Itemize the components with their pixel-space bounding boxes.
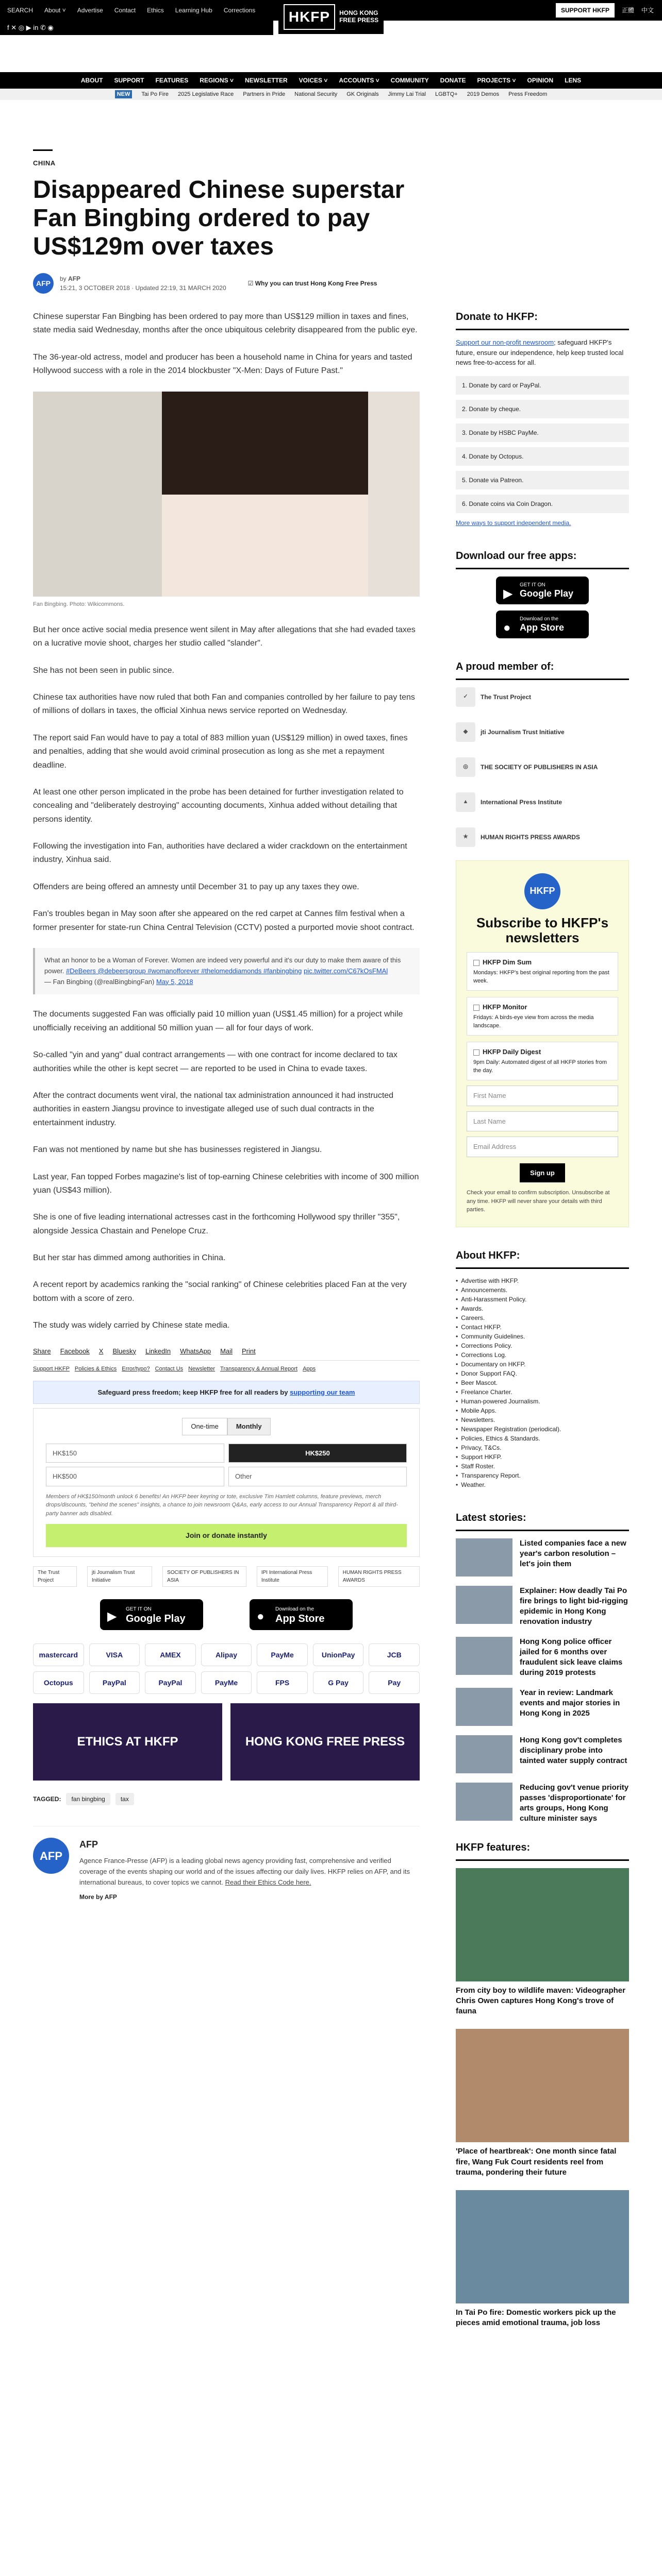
payment-badge[interactable]: PayMe — [201, 1671, 252, 1694]
paragraph: Chinese tax authorities have now ruled that both Fan and companies controlled by her failure to pay tens of millions of dollars in taxes, the official Xinhua news service reported on Wednesday. — [33, 692, 415, 716]
author-box-bio — [79, 1856, 420, 1888]
about-link[interactable]: • Corrections Log. — [456, 1350, 629, 1360]
payment-badge[interactable]: FPS — [257, 1671, 308, 1694]
trust-logos — [33, 1566, 420, 1587]
story-thumbnail[interactable] — [456, 1688, 512, 1726]
donate-option[interactable]: 2. Donate by cheque. — [456, 400, 629, 418]
payment-badge[interactable]: mastercard — [33, 1643, 84, 1666]
paragraph: Last year, Fan topped Forbes magazine's list of top-earning Chinese celebrities with income of 300 million yuan (US$43 million). — [33, 1172, 419, 1195]
nav-accounts[interactable]: ACCOUNTS ˅ — [339, 77, 379, 84]
meta-links — [33, 1365, 420, 1374]
nav-regions[interactable]: REGIONS ˅ — [200, 77, 234, 84]
meta-policies[interactable]: Policies & Ethics — [74, 1366, 117, 1372]
site-logo[interactable] — [278, 0, 384, 34]
apps-heading: Download our free apps: — [456, 548, 629, 569]
feature-title[interactable]: 'Place of heartbreak': One month since fatal fire, Wang Fuk Court residents reel from trauma, pondering their future — [456, 2147, 617, 2177]
publish-date: 15:21, 3 OCTOBER 2018 — [60, 284, 130, 292]
newsletter-option[interactable] — [467, 1042, 618, 1080]
about-link[interactable]: • Announcements. — [456, 1285, 629, 1295]
about-link[interactable]: • Mobile Apps. — [456, 1406, 629, 1415]
trust-logo[interactable]: SOCIETY OF PUBLISHERS IN ASIA — [162, 1566, 246, 1587]
nl-option-desc: Fridays: A birds-eye view from across the media landscape. — [473, 1014, 594, 1029]
share-bluesky[interactable]: Bluesky — [112, 1347, 136, 1355]
tweet-pic-link[interactable]: pic.twitter.com/C67kOsFMAl — [303, 967, 388, 975]
share-facebook[interactable]: Facebook — [60, 1347, 90, 1355]
play-icon: ▶ — [503, 586, 513, 601]
why-trust-link[interactable]: ☑ Why you can trust Hong Kong Free Press — [247, 280, 377, 287]
toggle-one-time[interactable]: One-time — [182, 1418, 227, 1435]
feature-item[interactable] — [456, 2029, 629, 2178]
payment-badge[interactable]: PayPal — [89, 1671, 140, 1694]
story-title[interactable]: Listed companies face a new year's carbon resolution – let's join them — [520, 1538, 626, 1569]
join-donate-button[interactable]: Join or donate instantly — [46, 1524, 407, 1547]
author-box-name[interactable]: AFP — [79, 1839, 98, 1850]
trust-logo[interactable]: The Trust Project — [33, 1566, 77, 1587]
promo-banners — [33, 1703, 420, 1781]
share-whatsapp[interactable]: WhatsApp — [180, 1347, 211, 1355]
about-links — [456, 1276, 629, 1489]
contact-link[interactable]: Contact — [114, 7, 136, 14]
author-bio-text: Agence France-Presse (AFP) is a leading global news agency providing fast, comprehensive and verified coverage of the events shaping our world and of the issues affecting our daily lives. HKFP relies on AFP, and its international bureaus, to cover topics we cannot. — [79, 1857, 410, 1886]
safeguard-banner — [33, 1381, 420, 1404]
donate-intro — [456, 337, 629, 368]
topic-link[interactable]: National Security — [294, 91, 338, 97]
paragraph: Chinese superstar Fan Bingbing has been ordered to pay more than US$129 million in taxes and fines, state media said Wednesday, months after the once ubiquitous celebrity disappeared from the public eye. — [33, 312, 418, 335]
member-name: International Press Institute — [481, 798, 562, 806]
payment-badge[interactable]: PayPal — [145, 1671, 196, 1694]
paragraph: So-called "yin and yang" dual contract arrangements — with one contract for income declared to tax authorities while the other is kept secret — are reported to be used in China to evade taxes. — [33, 1050, 398, 1073]
article-tags — [33, 1793, 420, 1805]
paragraph: Offenders are being offered an amnesty until December 31 to pay up any taxes they owe. — [33, 882, 359, 891]
promo-ethics[interactable]: ETHICS AT HKFP — [33, 1703, 222, 1781]
social-icons — [0, 21, 273, 35]
about-link[interactable]: • Human-powered Journalism. — [456, 1397, 629, 1406]
member-logo[interactable] — [456, 827, 629, 847]
nl-option-name: HKFP Daily Digest — [483, 1048, 541, 1056]
feature-title[interactable]: In Tai Po fire: Domestic workers pick up the pieces amid emotional trauma, job loss — [456, 2308, 616, 2328]
updated-date: Updated 22:19, 31 MARCH 2020 — [135, 284, 226, 292]
sign-up-button[interactable]: Sign up — [520, 1163, 565, 1183]
payment-badge[interactable]: JCB — [369, 1643, 420, 1666]
story-title[interactable]: Hong Kong police officer jailed for 6 months over fraudulent sick leave claims during 2019 protests — [520, 1637, 623, 1677]
member-name: The Trust Project — [481, 693, 532, 701]
gp-big: Google Play — [126, 1613, 186, 1624]
nav-about[interactable]: ABOUT — [80, 77, 103, 84]
tweet-author: — Fan Bingbing (@realBingbingFan) — [44, 977, 155, 986]
app-store-buttons — [33, 1599, 420, 1630]
story-title[interactable]: Explainer: How deadly Tai Po fire brings to light bid-rigging epidemic in Hong Kong renovation industry — [520, 1586, 628, 1626]
member-icon: ◎ — [456, 757, 475, 777]
payment-badge[interactable]: PayMe — [257, 1643, 308, 1666]
member-logo[interactable] — [456, 722, 629, 742]
gp-small: GET IT ON — [520, 582, 545, 588]
about-link[interactable]: • Advertise with HKFP. — [456, 1276, 629, 1285]
email-field[interactable]: Email Address — [467, 1137, 618, 1157]
meta-apps[interactable]: Apps — [303, 1366, 316, 1372]
member-logos — [456, 687, 629, 847]
paragraph: Following the investigation into Fan, authorities have declared a wider crackdown on the entertainment industry, Xinhua said. — [33, 842, 407, 865]
newsletter-logo: HKFP — [524, 873, 560, 909]
about-link[interactable]: • Awards. — [456, 1304, 629, 1313]
topics-bar — [0, 89, 662, 100]
divider — [33, 149, 53, 151]
paragraph: At least one other person implicated in the probe has been detained for further investigation related to concealing and "deliberately destroying" accounting documents, Xinhua added without detailing that persons identity. — [33, 787, 404, 824]
about-link[interactable]: • Newsletters. — [456, 1415, 629, 1425]
author-box-text — [79, 1838, 420, 1901]
feature-image[interactable] — [456, 2029, 629, 2142]
feature-item[interactable] — [456, 1868, 629, 2017]
play-icon: ▶ — [107, 1609, 117, 1624]
article-column — [33, 149, 420, 1902]
donate-options — [456, 376, 629, 513]
payment-badge[interactable]: UnionPay — [313, 1643, 364, 1666]
as-small: Download on the — [520, 616, 559, 622]
member-icon: ▲ — [456, 792, 475, 812]
member-name: THE SOCIETY OF PUBLISHERS IN ASIA — [481, 763, 598, 771]
paragraph: The study was widely carried by Chinese state media. — [33, 1321, 230, 1330]
as-big: App Store — [275, 1613, 325, 1624]
meta-contact[interactable]: Contact Us — [155, 1366, 184, 1372]
member-name: HUMAN RIGHTS PRESS AWARDS — [481, 833, 580, 841]
logo-name — [339, 10, 378, 24]
donation-widget — [33, 1408, 420, 1557]
google-play-button[interactable] — [496, 577, 589, 604]
meta-support[interactable]: Support HKFP — [33, 1366, 70, 1372]
meta-transparency[interactable]: Transparency & Annual Report — [220, 1366, 298, 1372]
topic-link[interactable]: Jimmy Lai Trial — [388, 91, 426, 97]
share-bar — [33, 1346, 420, 1361]
app-store-button[interactable] — [496, 611, 589, 638]
first-name-field[interactable]: First Name — [467, 1086, 618, 1106]
newsletter-signup — [456, 860, 629, 1227]
latest-heading: Latest stories: — [456, 1510, 629, 1531]
share-label: Share — [33, 1347, 51, 1355]
article-body — [33, 310, 420, 1333]
topic-link[interactable]: 2025 Legislative Race — [177, 91, 234, 97]
member-logo[interactable] — [456, 757, 629, 777]
ethics-link[interactable]: Ethics — [147, 7, 164, 14]
checkbox-icon[interactable] — [473, 1005, 479, 1011]
member-icon: ◆ — [456, 722, 475, 742]
share-print[interactable]: Print — [241, 1347, 256, 1355]
byline-text: by AFP 15:21, 3 OCTOBER 2018 · Updated 22:19, 31 MARCH 2020 — [60, 275, 226, 292]
paragraph: She is one of five leading international actresses cast in the forthcoming Hollywood spy thriller "355", alongside Jessica Chastain and Penelope Cruz. — [33, 1213, 400, 1235]
story-title[interactable]: Reducing gov't venue priority passes 'disproportionate' for arts groups, Hong Kong culture minister says — [520, 1783, 629, 1823]
tier-option[interactable]: HK$150 — [46, 1444, 224, 1463]
author-prefix: by — [60, 275, 67, 283]
checkbox-icon[interactable] — [473, 960, 479, 966]
donate-intro-link[interactable]: Support our non-profit newsroom — [456, 338, 554, 346]
about-link[interactable]: • Donor Support FAQ. — [456, 1369, 629, 1378]
nav-projects[interactable]: PROJECTS ˅ — [477, 77, 516, 84]
feature-title[interactable]: From city boy to wildlife maven: Videographer Chris Owen captures Hong Kong's trove of fauna — [456, 1986, 625, 2016]
story-title[interactable]: Year in review: Landmark events and major stories in Hong Kong in 2025 — [520, 1688, 620, 1718]
member-name: jti Journalism Trust Initiative — [481, 728, 565, 736]
latest-item[interactable] — [456, 1538, 629, 1577]
story-thumbnail[interactable] — [456, 1538, 512, 1577]
story-thumbnail[interactable] — [456, 1637, 512, 1675]
tags-label: TAGGED: — [33, 1795, 61, 1803]
about-link[interactable]: • Support HKFP. — [456, 1452, 629, 1462]
nav-support[interactable]: SUPPORT — [114, 77, 144, 84]
top-right — [556, 3, 654, 18]
sidebar — [456, 309, 629, 2341]
feature-image[interactable] — [456, 1868, 629, 1981]
donate-option[interactable]: 5. Donate via Patreon. — [456, 471, 629, 489]
article-photo — [33, 392, 420, 597]
donate-intro-text: ; safeguard HKFP's future, ensure our independence, help keep trusted local news free-to-access for all. — [456, 338, 624, 366]
about-link[interactable]: • Beer Mascot. — [456, 1378, 629, 1387]
donate-option[interactable]: 4. Donate by Octopus. — [456, 447, 629, 466]
logo-mark: HKFP — [284, 4, 335, 30]
about-link[interactable]: • Transparency Report. — [456, 1471, 629, 1480]
newsletter-title: Subscribe to HKFP's newsletters — [476, 914, 609, 946]
nl-option-desc: Mondays: HKFP's best original reporting from the past week. — [473, 970, 609, 984]
features-heading: HKFP features: — [456, 1840, 629, 1861]
author-name[interactable]: AFP — [68, 275, 81, 283]
paragraph: Fan was not mentioned by name but she has businesses registered in Jiangsu. — [33, 1145, 322, 1155]
proud-member-heading: A proud member of: — [456, 659, 629, 680]
gp-small: GET IT ON — [126, 1606, 152, 1612]
app-store-button[interactable] — [250, 1599, 353, 1630]
tweet-tags[interactable]: #DeBeers @debeersgroup #womanofforever #thelomeddiamonds #fanbingbing — [65, 967, 302, 975]
about-link[interactable]: About ˅ — [44, 7, 66, 14]
about-link[interactable]: • Newspaper Registration (periodical). — [456, 1425, 629, 1434]
newsletter-option[interactable] — [467, 997, 618, 1036]
embedded-tweet — [33, 948, 420, 994]
lang-link-1[interactable]: 正體 — [621, 7, 634, 14]
social-icons-row[interactable]: f ✕ ◎ ▶ in ✆ ◉ — [7, 24, 54, 32]
toggle-monthly[interactable]: Monthly — [227, 1418, 271, 1435]
donate-heading: Donate to HKFP: — [456, 309, 629, 330]
latest-item[interactable] — [456, 1783, 629, 1824]
author-bio-link[interactable]: Read their Ethics Code here. — [225, 1878, 311, 1886]
nl-option-desc: 9pm Daily: Automated digest of all HKFP stories from the day. — [473, 1059, 607, 1074]
meta-newsletter[interactable]: Newsletter — [188, 1366, 216, 1372]
feature-image[interactable] — [456, 2190, 629, 2303]
donation-tiers — [46, 1444, 407, 1486]
top-links — [7, 6, 255, 15]
about-link[interactable]: • Weather. — [456, 1480, 629, 1489]
advertise-link[interactable]: Advertise — [77, 7, 103, 14]
nl-option-name: HKFP Monitor — [483, 1003, 527, 1011]
story-title[interactable]: Hong Kong gov't completes disciplinary probe into tainted water supply contract — [520, 1735, 627, 1766]
new-badge: NEW — [115, 90, 133, 99]
as-big: App Store — [520, 622, 565, 633]
paragraph: But her once active social media presence went silent in May after allegations that she had evaded taxes on a lucrative movie shoot, charges her studio called "slander". — [33, 625, 416, 648]
nl-option-name: HKFP Dim Sum — [483, 958, 532, 967]
member-logo[interactable] — [456, 792, 629, 812]
member-icon: ★ — [456, 827, 475, 847]
payment-badge[interactable]: AMEX — [145, 1643, 196, 1666]
photo-caption: Fan Bingbing. Photo: Wikicommons. — [33, 601, 125, 607]
payment-badge[interactable]: Alipay — [201, 1643, 252, 1666]
nav-community[interactable]: COMMUNITY — [390, 77, 429, 84]
trust-logo[interactable]: HUMAN RIGHTS PRESS AWARDS — [338, 1566, 420, 1587]
promo-hkfp[interactable]: HONG KONG FREE PRESS — [230, 1703, 420, 1781]
safeguard-text: Safeguard press freedom; keep HKFP free for all readers by — [97, 1388, 288, 1396]
author-box-avatar[interactable]: AFP — [33, 1838, 69, 1874]
author-avatar[interactable]: AFP — [33, 273, 54, 294]
support-hkfp-button[interactable]: SUPPORT HKFP — [556, 3, 615, 18]
tier-option-selected[interactable]: HK$250 — [228, 1444, 407, 1463]
byline — [33, 273, 420, 294]
about-link[interactable]: • Corrections Policy. — [456, 1341, 629, 1350]
paragraph: After the contract documents went viral, the national tax administration announced it had instructed authorities in eastern Jiangsu province to investigate alleged use of such dual contracts in the entertainment industry. — [33, 1091, 394, 1127]
apple-icon: ● — [257, 1609, 264, 1624]
paragraph: The 36-year-old actress, model and producer has been a household name in China for years and tasted Hollywood success with a role in the 2014 blockbuster "X-Men: Days of Future Past." — [33, 352, 412, 376]
payment-badge[interactable]: G Pay — [313, 1671, 364, 1694]
about-link[interactable]: • Documentary on HKFP. — [456, 1360, 629, 1369]
about-link[interactable]: • Policies, Ethics & Standards. — [456, 1434, 629, 1443]
tweet-date[interactable]: May 5, 2018 — [156, 977, 193, 986]
latest-item[interactable] — [456, 1735, 629, 1773]
payment-badge[interactable]: VISA — [89, 1643, 140, 1666]
payment-badge[interactable]: Octopus — [33, 1671, 84, 1694]
latest-item[interactable] — [456, 1688, 629, 1726]
member-icon: ✓ — [456, 687, 475, 707]
payment-methods — [33, 1643, 420, 1694]
main-nav — [0, 72, 662, 89]
share-mail[interactable]: Mail — [220, 1347, 233, 1355]
tag-item[interactable]: fan bingbing — [66, 1793, 110, 1805]
trust-logo[interactable]: jti Journalism Trust Initiative — [87, 1566, 152, 1587]
newsletter-option[interactable] — [467, 952, 618, 991]
latest-item[interactable] — [456, 1637, 629, 1679]
logo-name-1: HONG KONG — [339, 9, 378, 17]
latest-stories — [456, 1538, 629, 1824]
donate-option[interactable]: 6. Donate coins via Coin Dragon. — [456, 495, 629, 513]
topic-link[interactable]: Partners in Pride — [243, 91, 286, 97]
search-link[interactable]: SEARCH — [7, 7, 34, 14]
sidebar-app-buttons — [456, 577, 629, 638]
about-link[interactable]: • Privacy, T&Cs. — [456, 1443, 629, 1452]
donate-option[interactable]: 3. Donate by HSBC PayMe. — [456, 423, 629, 442]
share-linkedin[interactable]: LinkedIn — [145, 1347, 171, 1355]
donation-note: Members of HK$150/month unlock 6 benefits! An HKFP beer keyring or tote, exclusive Tim Hamlett columns, feature previews, merch drops/discounts, "behind the scenes" insights, a chance to join newsroom Q&As, early access to our Annual Transparency Report & all third-party banner ads disabled. — [46, 1493, 398, 1517]
nav-donate[interactable]: DONATE — [440, 77, 466, 84]
why-trust-text: Why you can trust Hong Kong Free Press — [255, 280, 377, 287]
about-link[interactable]: • Careers. — [456, 1313, 629, 1323]
more-by-author[interactable]: More by AFP — [79, 1893, 117, 1901]
topic-link[interactable]: Tai Po Fire — [141, 91, 169, 97]
about-link[interactable]: • Freelance Charter. — [456, 1387, 629, 1397]
lang-link-2[interactable]: 中文 — [641, 7, 654, 14]
meta-error[interactable]: Error/typo? — [122, 1366, 150, 1372]
gp-big: Google Play — [520, 588, 574, 599]
corrections-link[interactable]: Corrections — [223, 7, 256, 14]
about-link[interactable]: • Community Guidelines. — [456, 1332, 629, 1341]
learning-hub-link[interactable]: Learning Hub — [175, 7, 212, 14]
paragraph: Fan's troubles began in May soon after she appeared on the red carpet at Cannes film festival when a former presenter for state-run China Central Television (CCTV) posted a purported movie shoot contract. — [33, 909, 415, 932]
about-link[interactable]: • Staff Roster. — [456, 1462, 629, 1471]
paragraph: She has not been seen in public since. — [33, 666, 174, 675]
about-heading: About HKFP: — [456, 1248, 629, 1269]
tier-option[interactable]: HK$500 — [46, 1467, 224, 1486]
topic-link[interactable]: 2019 Demos — [467, 91, 500, 97]
payment-badge[interactable]: Pay — [369, 1671, 420, 1694]
author-box — [33, 1826, 420, 1901]
google-play-button[interactable] — [100, 1599, 203, 1630]
category-label[interactable]: CHINA — [33, 159, 56, 167]
share-x[interactable]: X — [98, 1347, 104, 1355]
checkbox-icon[interactable] — [473, 1049, 479, 1056]
logo-name-2: FREE PRESS — [339, 16, 379, 24]
paragraph: But her star has dimmed among authorities in China. — [33, 1253, 226, 1263]
about-link[interactable]: • Contact HKFP. — [456, 1323, 629, 1332]
paragraph: A recent report by academics ranking the "social ranking" of Chinese celebrities placed Fan at the very bottom with a score of zero. — [33, 1280, 407, 1303]
nav-features[interactable]: FEATURES — [155, 77, 189, 84]
latest-item[interactable] — [456, 1586, 629, 1628]
more-support-link[interactable]: More ways to support independent media. — [456, 519, 571, 527]
donate-option[interactable]: 1. Donate by card or PayPal. — [456, 376, 629, 395]
topic-link[interactable]: Press Freedom — [508, 91, 548, 97]
nav-newsletter[interactable]: NEWSLETTER — [244, 77, 288, 84]
paragraph: The report said Fan would have to pay a total of 883 million yuan (US$129 million) in owed taxes, fines and penalties, adding that she would avoid criminal prosecution as long as she met a repayment deadline. — [33, 733, 408, 770]
tag-item[interactable]: tax — [115, 1793, 134, 1805]
newsletter-footnote: Check your email to confirm subscription. Unsubscribe at any time. HKFP will never share your details with third parties. — [467, 1190, 610, 1213]
as-small: Download on the — [275, 1606, 315, 1612]
nav-opinion[interactable]: OPINION — [527, 77, 554, 84]
about-link[interactable]: • Anti-Harassment Policy. — [456, 1295, 629, 1304]
donation-frequency-toggle — [46, 1418, 407, 1435]
apple-icon: ● — [503, 620, 511, 635]
story-thumbnail[interactable] — [456, 1735, 512, 1773]
trust-logo[interactable]: IPI International Press Institute — [257, 1566, 328, 1587]
safeguard-link[interactable]: supporting our team — [290, 1388, 355, 1396]
paragraph: The documents suggested Fan was officially paid 10 million yuan (US$1.45 million) for a project while unofficially receiving an additional 50 million yuan — all for four days of work. — [33, 1010, 403, 1032]
nav-lens[interactable]: LENS — [565, 77, 582, 84]
tier-option-other[interactable]: Other — [228, 1467, 407, 1486]
feature-item[interactable] — [456, 2190, 629, 2329]
story-thumbnail[interactable] — [456, 1783, 512, 1821]
topic-link[interactable]: GK Originals — [346, 91, 379, 97]
nav-voices[interactable]: VOICES ˅ — [299, 77, 328, 84]
tweet-text: What an honor to be a Woman of Forever. Women are indeed very powerful and it's our duty to make them aware of this power. — [44, 956, 401, 975]
topic-link[interactable]: LGBTQ+ — [435, 91, 458, 97]
story-thumbnail[interactable] — [456, 1586, 512, 1624]
last-name-field[interactable]: Last Name — [467, 1111, 618, 1132]
member-logo[interactable] — [456, 687, 629, 707]
article-title: Disappeared Chinese superstar Fan Bingbing ordered to pay US$129m over taxes — [33, 176, 405, 260]
